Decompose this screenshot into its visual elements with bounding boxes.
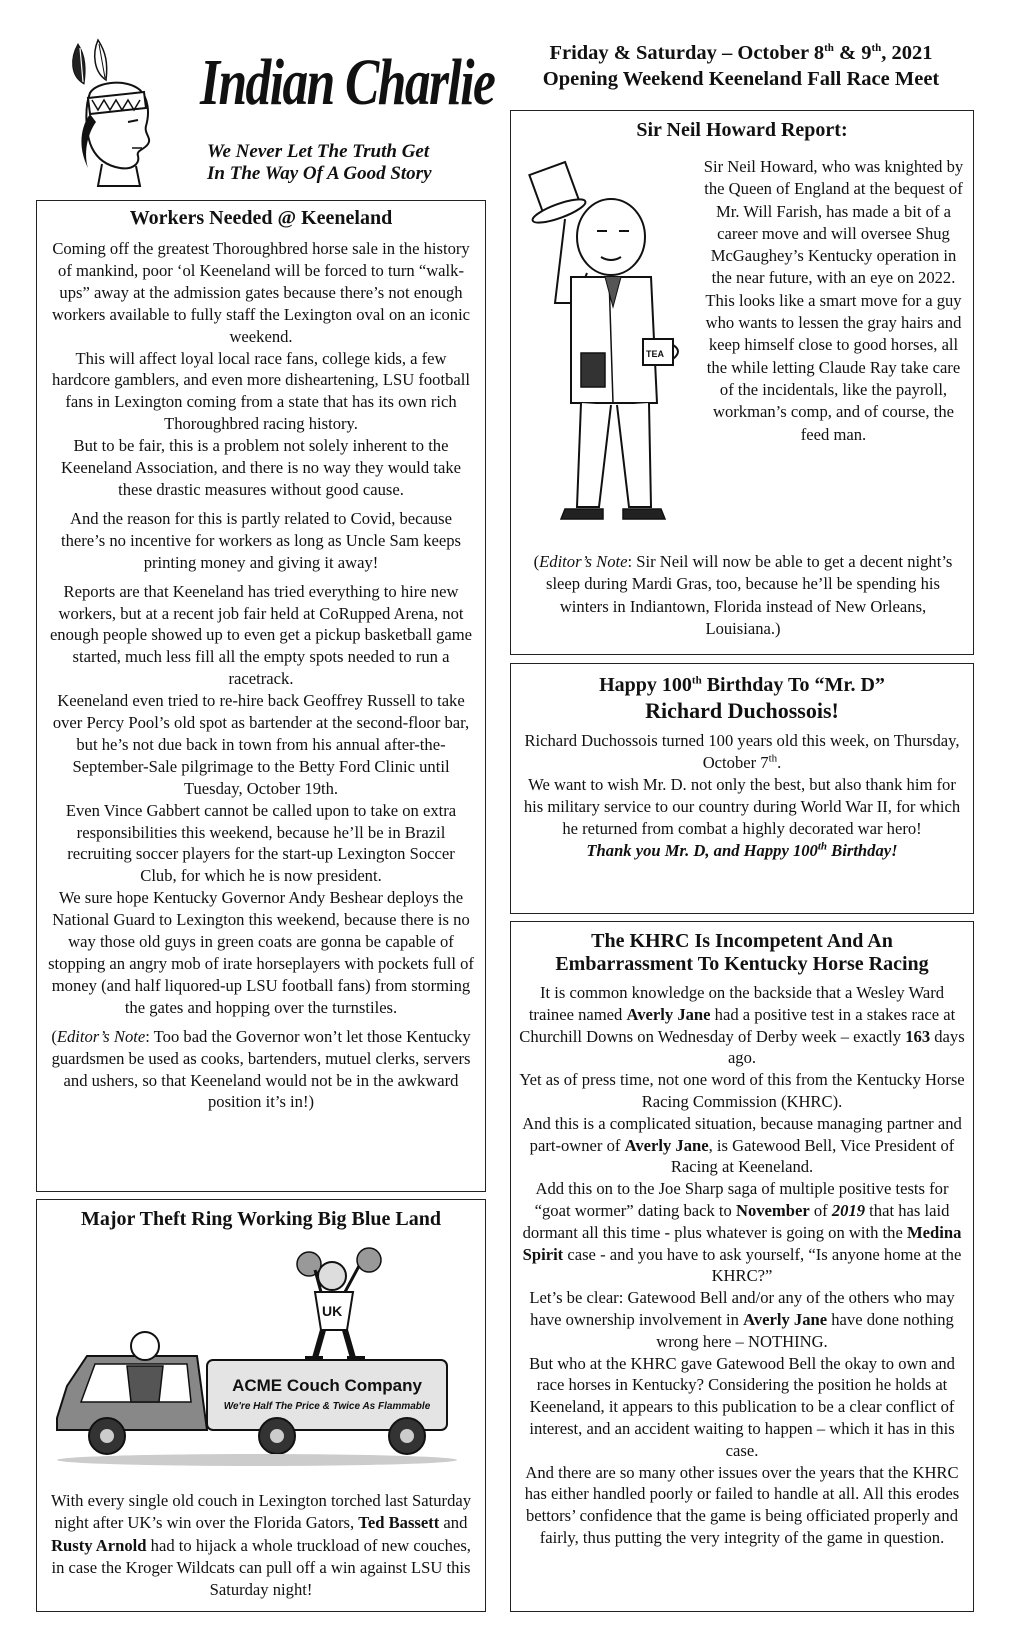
article-title: Happy 100th Birthday To “Mr. D” — [599, 674, 885, 696]
closing-line: Thank you Mr. D, and Happy 100th Birthday! — [586, 840, 898, 860]
truck-slogan: We're Half The Price & Twice As Flammable — [223, 1401, 431, 1412]
article-subtitle: Richard Duchossois! — [645, 698, 839, 723]
paragraph: Coming off the greatest Thoroughbred horse sale in the history of mankind, poor ‘ol Keeneland will be forced to turn “walk-ups” away at the admission gates because there’s not enough workers available to fully staff the Lexington oval on an iconic weekend. — [51, 239, 471, 346]
paragraph: But who at the KHRC gave Gatewood Bell the okay to own and race horses in Kentucky? Considering the position he holds at Keeneland, it appears to this publication to be a clear conflict of interest, and an accident waiting to happen – which it has in this case. — [529, 1353, 955, 1460]
tagline-line-1: We Never Let The Truth Get — [207, 141, 430, 162]
paragraph: This looks like a smart move for a guy who wants to lessen the gray hairs and keep himself close to good horses, all the while letting Claude Ray take care of the incidentals, like the payroll, workman’s comp, and of course, the feed man. — [705, 290, 962, 444]
dateline-event: Opening Weekend Keeneland Fall Race Meet — [542, 68, 940, 90]
masthead-title: Indian Charlie — [200, 46, 495, 119]
article-title: Sir Neil Howard Report: — [636, 119, 848, 141]
dateline — [508, 40, 974, 92]
paragraph: This will affect loyal local race fans, college kids, a few hardcore gamblers, and even more disheartening, LSU football fans in Lexington coming from a state that has its own rich Thoroughbred racing history. — [52, 348, 470, 434]
uk-shirt-text: UK — [322, 1303, 343, 1319]
paragraph: Reports are that Keeneland has tried everything to hire new workers, but at a recent job fair held at CoRupped Arena, not enough people showed up to even get a pickup basketball game started, much less fill all the empty spots needed to run a racetrack. — [49, 581, 473, 689]
masthead — [40, 38, 495, 193]
article-body — [521, 730, 963, 861]
article-title: The KHRC Is Incompetent And An Embarrassment To Kentucky Horse Racing — [555, 930, 929, 975]
dateline-date: Friday & Saturday – October 8th & 9th, 2021 — [549, 42, 933, 64]
article-title: Workers Needed @ Keeneland — [129, 207, 393, 229]
paragraph: We want to wish Mr. D. not only the best, but also thank him for his military service to our country during World War II, for which he returned from combat a highly decorated war hero! — [523, 774, 961, 838]
paragraph: Sir Neil Howard, who was knighted by the Queen of England at the bequest of Mr. Will Farish, has made a bit of a career move and will oversee Shug McGaughey’s Kentucky operation in the near future, with an eye on 2022. — [703, 157, 964, 288]
paragraph: We sure hope Kentucky Governor Andy Beshear deploys the National Guard to Lexington this weekend, because there is no way those old guys in green coats are gonna be capable of stopping an angry mob of irate horseplayers with pockets full of money (and half liquored-up LSU football fans) from storming the gates and hopping over the turnstiles. — [48, 888, 474, 1017]
indian-chief-logo-icon — [40, 38, 170, 188]
person-name: Ted Bassett — [358, 1513, 440, 1533]
paragraph: Let’s be clear: Gatewood Bell and/or any of the others who may have ownership involvement in Averly Jane have done nothing wrong here – NOTHING. — [529, 1288, 955, 1351]
editors-note: (Editor’s Note: Sir Neil will now be able to get a decent night’s sleep during Mardi Gras, too, because he’ll be spending his winters in Indiantown, Florida instead of New Orleans, Louisiana.) — [533, 552, 953, 638]
paragraph: But to be fair, this is a problem not solely inherent to the Keeneland Association, and there is no way they would take these drastic measures without good cause. — [61, 436, 461, 499]
masthead-tagline — [207, 141, 432, 185]
article-duchossois-birthday — [510, 663, 974, 914]
paragraph: Add this on to the Joe Sharp saga of multiple positive tests for “goat wormer” dating back to November of 2019 that has laid dormant all this time - plus whatever is going on with the Medina Spirit case - and you have to ask yourself, “Is anyone home at the KHRC?” — [522, 1179, 962, 1286]
article-theft-ring — [36, 1199, 486, 1612]
person-name: Rusty Arnold — [51, 1535, 147, 1555]
paragraph: And there are so many other issues over the years that the KHRC has either handled poorly or failed to handle at all. All this erodes bettors’ confidence that the game is being officiated properly and fairly, thus putting the very integrity of the game in question. — [524, 1462, 960, 1547]
article-body: With every single old couch in Lexington torched last Saturday night after UK’s win over the Florida Gators, Ted Bassett and Rusty Arnold had to hijack a whole truckload of new couches, in case the Kroger Wildcats can pull off a win against LSU this Saturday night! — [50, 1491, 472, 1600]
article-body — [519, 982, 965, 1549]
paragraph: Even Vince Gabbert cannot be called upon to take on extra responsibilities this weekend, because he’ll be in Brazil recruiting soccer players for the start-up Lexington Soccer Club, for which he is now president. — [65, 800, 457, 886]
editors-note: (Editor’s Note: Too bad the Governor won’t let those Kentucky guardsmen be used as cooks, bartenders, mutuel clerks, servers and ushers, so that Keeneland would not be in the awkward position it’s in!) — [51, 1026, 471, 1112]
paragraph: Keeneland even tried to re-hire back Geoffrey Russell to take over Percy Pool’s old spot as bartender at the second-floor bar, but he’s not due back in town from his annual after-the-September-Sale pilgrimage to the Betty Ford Clinic until Tuesday, October 19th. — [52, 691, 470, 798]
couch-truck-cartoon-icon — [47, 1246, 475, 1474]
paragraph: And this is a complicated situation, because managing partner and part-owner of Averly Jane, is Gatewood Bell, Vice President of Racing at Keeneland. — [522, 1113, 962, 1177]
paragraph: And the reason for this is partly related to Covid, because there’s no incentive for workers as long as Uncle Sam keeps printing money and giving it away! — [61, 508, 461, 572]
truck-sign: ACME Couch Company — [232, 1376, 422, 1395]
article-title: Major Theft Ring Working Big Blue Land — [80, 1208, 442, 1230]
article-body — [701, 156, 966, 446]
sir-neil-cartoon-icon — [525, 153, 700, 543]
tagline-line-2: In The Way Of A Good Story — [207, 163, 432, 184]
article-khrc — [510, 921, 974, 1612]
tea-cup-label: TEA — [646, 349, 664, 359]
paragraph: It is common knowledge on the backside that a Wesley Ward trainee named Averly Jane had a positive test in a stakes race at Churchill Downs on Wednesday of Derby week – exactly 163 days ago. — [519, 983, 965, 1068]
article-sir-neil-howard — [510, 110, 974, 655]
article-workers-needed — [36, 200, 486, 1192]
paragraph: Richard Duchossois turned 100 years old this week, on Thursday, October 7th. — [524, 731, 960, 772]
paragraph: Yet as of press time, not one word of this from the Kentucky Horse Racing Commission (KHRC). — [519, 1070, 965, 1111]
article-body — [47, 238, 475, 1113]
